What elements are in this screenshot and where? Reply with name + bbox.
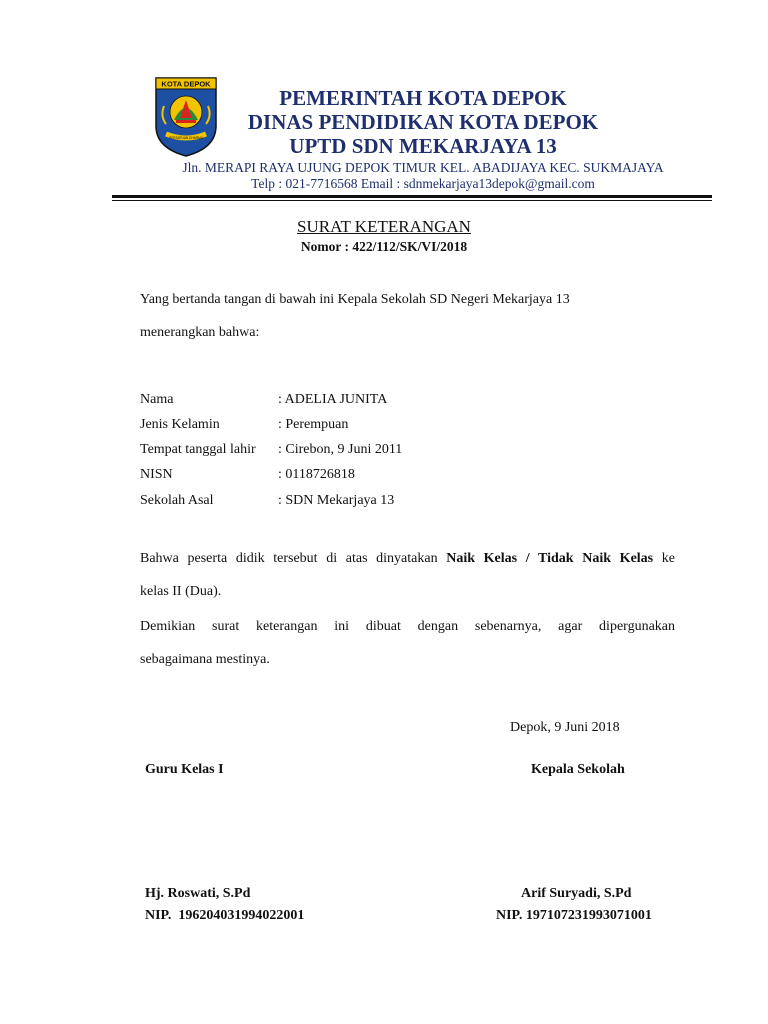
field-value-nama: : ADELIA JUNITA bbox=[278, 392, 388, 407]
signature-left-role: Guru Kelas I bbox=[145, 762, 224, 777]
signature-right-nip: NIP. 197107231993071001 bbox=[496, 908, 652, 923]
letterhead bbox=[140, 86, 706, 192]
signature-left-name: Hj. Roswati, S.Pd bbox=[145, 886, 251, 901]
intro-line-1: Yang bertanda tangan di bawah ini Kepala Sekolah SD Negeri Mekarjaya 13 bbox=[140, 292, 570, 307]
header-line-3: UPTD SDN MEKARJAYA 13 bbox=[289, 134, 557, 158]
letter-number: Nomor : 422/112/SK/VI/2018 bbox=[300, 239, 468, 254]
header-contact: Telp : 021-7716568 Email : sdnmekarjaya13depok@gmail.com bbox=[251, 176, 595, 191]
statement-line-2: kelas II (Dua). bbox=[140, 584, 222, 599]
letterhead-divider-thin bbox=[112, 200, 712, 201]
field-label-ttl: Tempat tanggal lahir bbox=[140, 442, 256, 457]
letterhead-divider-thick bbox=[112, 195, 712, 198]
field-value-sekolah-asal: : SDN Mekarjaya 13 bbox=[278, 493, 395, 508]
letter-title: SURAT KETERANGAN bbox=[297, 217, 471, 236]
intro-line-2: menerangkan bahwa: bbox=[140, 325, 260, 340]
field-label-jenis-kelamin: Jenis Kelamin bbox=[140, 417, 220, 432]
statement-line-1: Bahwa peserta didik tersebut di atas dinyatakan Naik Kelas / Tidak Naik Kelas ke bbox=[140, 551, 675, 566]
header-address: Jln. MERAPI RAYA UJUNG DEPOK TIMUR KEL. ABADIJAYA KEC. SUKMAJAYA bbox=[182, 160, 664, 175]
closing-line-2: sebagaimana mestinya. bbox=[140, 652, 270, 667]
signature-right-role: Kepala Sekolah bbox=[531, 762, 625, 777]
statement-bold: Naik Kelas / Tidak Naik Kelas bbox=[446, 551, 654, 566]
place-date: Depok, 9 Juni 2018 bbox=[510, 720, 620, 735]
field-label-nama: Nama bbox=[140, 392, 174, 407]
header-line-2: DINAS PENDIDIKAN KOTA DEPOK bbox=[247, 110, 599, 134]
header-line-1: PEMERINTAH KOTA DEPOK bbox=[279, 86, 567, 110]
logo-label: KOTA DEPOK bbox=[161, 79, 211, 89]
field-value-jenis-kelamin: : Perempuan bbox=[278, 417, 349, 432]
logo-motto: PERSATUAN DHARMA bbox=[169, 136, 203, 140]
field-value-nisn: : 0118726818 bbox=[278, 467, 355, 482]
signature-right-name: Arif Suryadi, S.Pd bbox=[521, 886, 632, 901]
field-label-sekolah-asal: Sekolah Asal bbox=[140, 493, 214, 508]
field-label-nisn: NISN bbox=[140, 467, 173, 482]
field-value-ttl: : Cirebon, 9 Juni 2011 bbox=[278, 442, 403, 457]
signature-left-nip: NIP. 196204031994022001 bbox=[145, 908, 305, 923]
closing-line-1: Demikian surat keterangan ini dibuat dengan sebenarnya, agar dipergunakan bbox=[140, 619, 675, 634]
